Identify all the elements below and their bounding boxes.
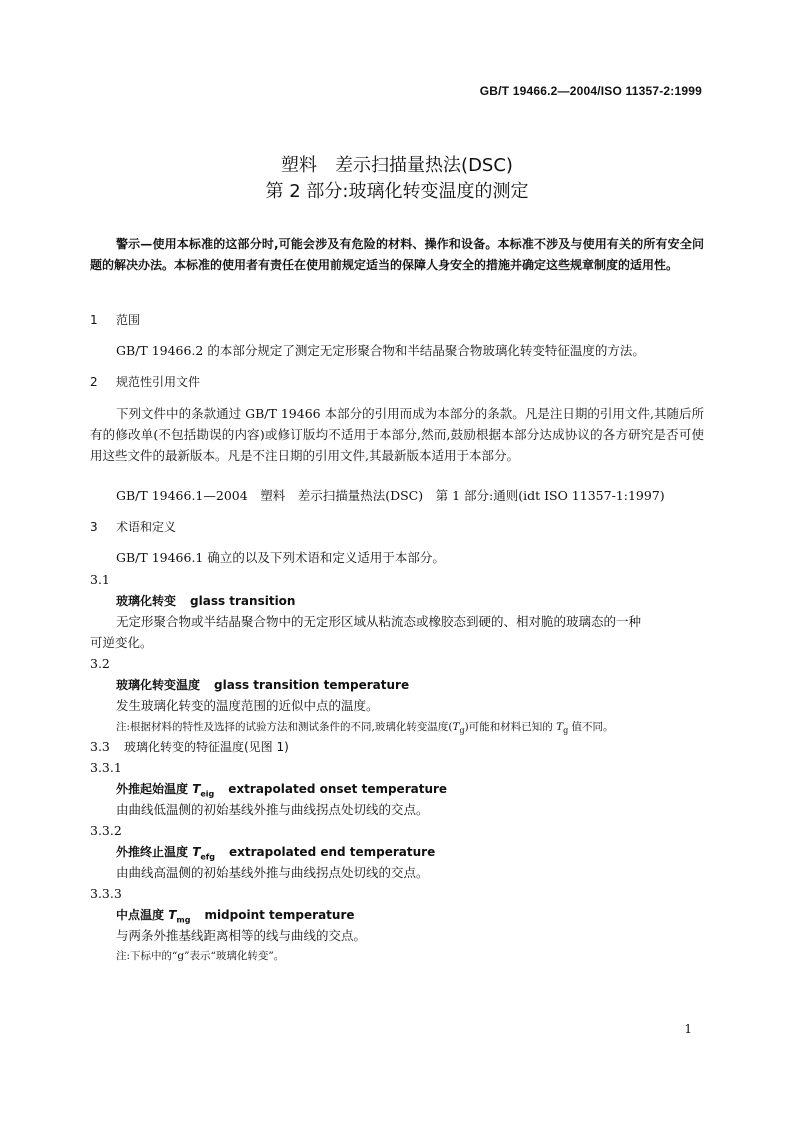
term-chinese: 玻璃化转变温度 bbox=[116, 678, 201, 692]
clause-number-3-3-2: 3.3.2 bbox=[90, 823, 122, 838]
term-chinese: 外推起始温度 bbox=[116, 782, 193, 796]
symbol-t: T bbox=[452, 721, 460, 733]
document-title-line2: 第 2 部分:玻璃化转变温度的测定 bbox=[265, 181, 529, 202]
subscript-g: g bbox=[459, 726, 465, 736]
definition-line-2: 可逆变化。 bbox=[90, 635, 153, 650]
section-number: 1 bbox=[90, 313, 98, 327]
symbol-t: T bbox=[556, 721, 564, 733]
note-part: 值不同。 bbox=[568, 721, 614, 733]
term-english: glass transition temperature bbox=[214, 678, 410, 692]
term-english: glass transition bbox=[190, 594, 296, 608]
term-chinese: 玻璃化转变 bbox=[116, 594, 177, 608]
clause-number-3-3-3: 3.3.3 bbox=[90, 886, 122, 901]
term-chinese: 中点温度 bbox=[116, 908, 169, 922]
term-glass-transition bbox=[116, 591, 704, 611]
definition-text: 发生玻璃化转变的温度范围的近似中点的温度。 bbox=[116, 698, 379, 713]
subscript: efg bbox=[200, 852, 216, 862]
normative-references-text: 下列文件中的条款通过 GB/T 19466 本部分的引用而成为本部分的条款。凡是注日期的引用文件,其随后所有的修改单(不包括勘误的内容)或修订版均不适用于本部分,然而,鼓励根据本部分达成协议的各方研究是否可使用这些文件的最新版本。凡是不注日期的引用文件,其最新版本适用于本部分。 bbox=[90, 406, 704, 463]
definition-line-1: 无定形聚合物或半结晶聚合物中的无定形区域从粘流态或橡胶态到硬的、相对脆的玻璃态的一种 bbox=[116, 614, 642, 629]
page-number: 1 bbox=[684, 1022, 692, 1036]
subscript-g: g bbox=[563, 726, 569, 736]
clause-title: 玻璃化转变的特征温度(见图 1) bbox=[124, 740, 289, 754]
standard-code: GB/T 19466.2—2004/ISO 11357-2:1999 bbox=[479, 84, 702, 98]
section-number: 3 bbox=[90, 520, 98, 534]
symbol-t: T bbox=[168, 908, 177, 922]
symbol-t: T bbox=[192, 845, 201, 859]
section-title: 范围 bbox=[116, 313, 141, 327]
subscript: mg bbox=[176, 915, 191, 925]
section-2-heading bbox=[90, 372, 704, 392]
clause-number-3-3-1: 3.3.1 bbox=[90, 760, 122, 775]
reference-entry: GB/T 19466.1—2004 塑料 差示扫描量热法(DSC) 第 1 部分:通则(idt ISO 11357-1:1997) bbox=[116, 488, 665, 503]
section-3-heading bbox=[90, 517, 704, 537]
section-1-heading bbox=[90, 310, 704, 330]
note-part: )可能和材料已知的 bbox=[464, 721, 557, 733]
note-part: 注:根据材料的特性及选择的试验方法和测试条件的不同,玻璃化转变温度( bbox=[116, 721, 453, 733]
term-glass-transition-temperature bbox=[116, 675, 704, 695]
clause-number-3-1: 3.1 bbox=[90, 572, 110, 587]
clause-number: 3.3 bbox=[90, 739, 110, 754]
term-english: midpoint temperature bbox=[204, 908, 355, 922]
term-chinese: 外推终止温度 bbox=[116, 845, 193, 859]
section-title: 术语和定义 bbox=[116, 520, 177, 534]
terms-intro-text: GB/T 19466.1 确立的以及下列术语和定义适用于本部分。 bbox=[116, 550, 445, 565]
safety-warning: 警示—使用本标准的这部分时,可能会涉及有危险的材料、操作和设备。本标准不涉及与使用有关的所有安全问题的解决办法。本标准的使用者有责任在使用前规定适当的保障人身安全的措施并确定这些规章制度的适用性。 bbox=[90, 237, 704, 272]
term-english: extrapolated end temperature bbox=[229, 845, 436, 859]
scope-text: GB/T 19466.2 的本部分规定了测定无定形聚合物和半结晶聚合物玻璃化转变特征温度的方法。 bbox=[116, 343, 645, 358]
section-number: 2 bbox=[90, 375, 98, 389]
definition-text: 由曲线低温侧的初始基线外推与曲线拐点处切线的交点。 bbox=[116, 802, 429, 817]
section-title: 规范性引用文件 bbox=[116, 375, 201, 389]
clause-3-3 bbox=[90, 737, 704, 757]
definition-text: 由曲线高温侧的初始基线外推与曲线拐点处切线的交点。 bbox=[116, 865, 429, 880]
subscript: eig bbox=[200, 789, 215, 799]
symbol-t: T bbox=[192, 782, 201, 796]
document-title-line1: 塑料 差示扫描量热法(DSC) bbox=[281, 155, 513, 176]
note-subscript-g: 注:下标中的“g”表示“玻璃化转变”。 bbox=[116, 950, 285, 962]
definition-text: 与两条外推基线距离相等的线与曲线的交点。 bbox=[116, 928, 367, 943]
clause-number-3-2: 3.2 bbox=[90, 656, 110, 671]
term-english: extrapolated onset temperature bbox=[228, 782, 448, 796]
